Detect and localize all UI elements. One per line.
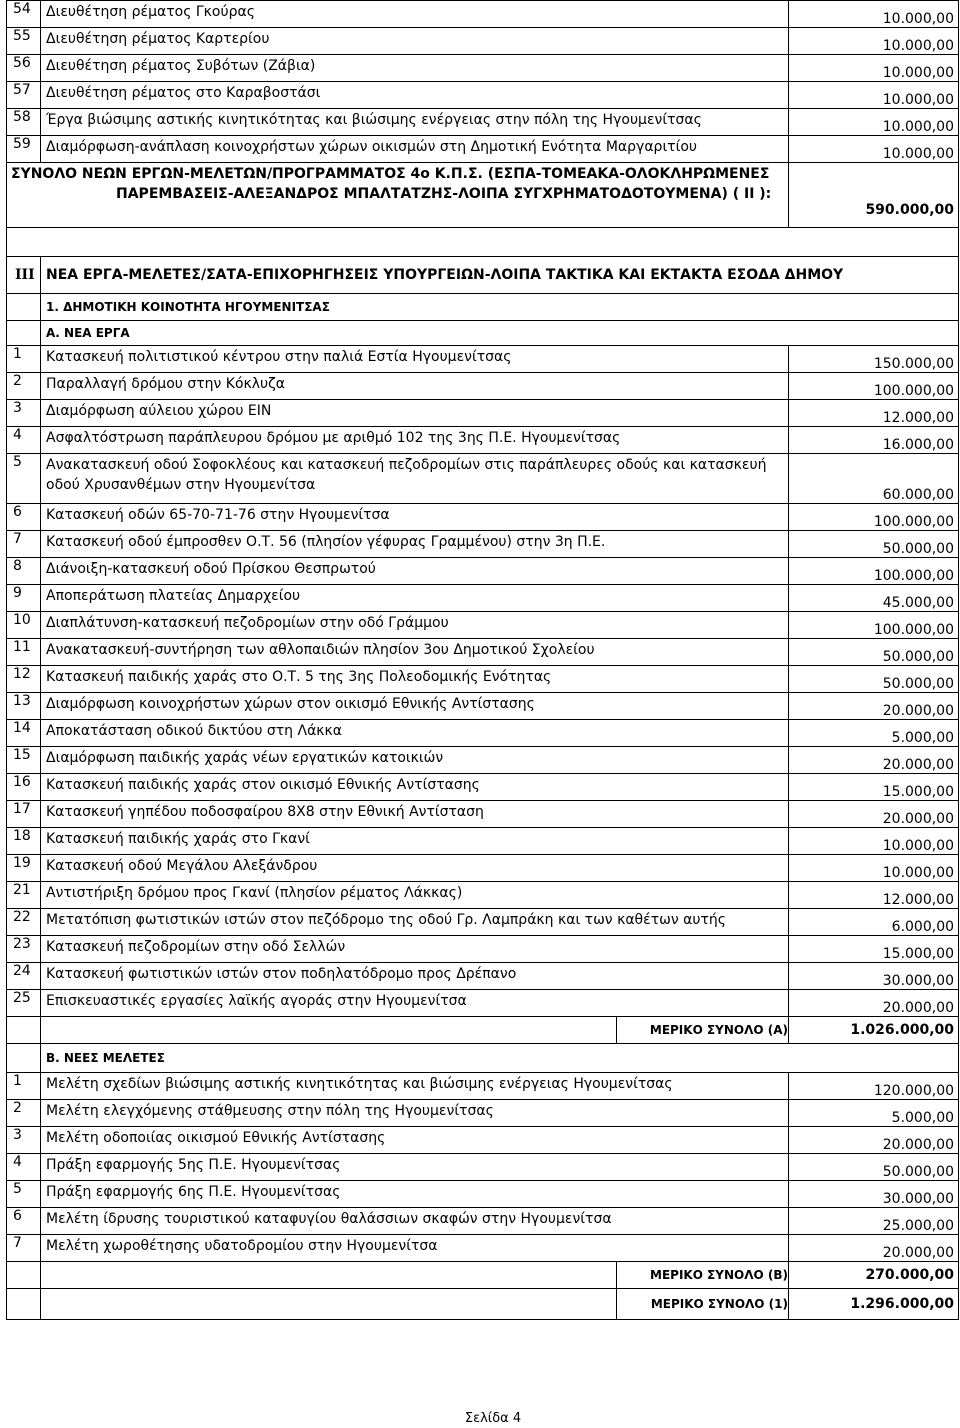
row-amount: 15.000,00 [789,936,959,963]
section-iii-header [7,257,959,294]
row-number: 2 [7,1100,41,1127]
row-number: 21 [7,882,41,909]
row-description: Κατασκευή παιδικής χαράς στο Γκανί [41,828,789,855]
table-row [7,55,959,82]
row-description: Κατασκευή γηπέδου ποδοσφαίρου 8Χ8 στην Εθνική Αντίσταση [41,801,789,828]
row-number: 1 [7,1073,41,1100]
row-amount: 20.000,00 [789,693,959,720]
row-number: 7 [7,531,41,558]
table-row [7,585,959,612]
row-number: 3 [7,1127,41,1154]
subtotal-a-label: ΜΕΡΙΚΟ ΣΥΝΟΛΟ (Α) [617,1017,789,1044]
row-description: Κατασκευή οδού Μεγάλου Αλεξάνδρου [41,855,789,882]
row-amount: 50.000,00 [789,639,959,666]
row-number: 13 [7,693,41,720]
group-a-title: Α. ΝΕΑ ΕΡΓΑ [41,321,959,346]
section-number: ΙΙΙ [7,257,41,294]
table-row [7,1181,959,1208]
row-description: Κατασκευή οδού έμπροσθεν Ο.Τ. 56 (πλησίον γέφυρας Γραμμένου) στην 3η Π.Ε. [41,531,789,558]
row-number: 5 [7,1181,41,1208]
row-description: Μελέτη σχεδίων βιώσιμης αστικής κινητικότητας και βιώσιμης ενέργειας Ηγουμενίτσας [41,1073,789,1100]
table-row [7,1100,959,1127]
row-amount: 20.000,00 [789,747,959,774]
table-row [7,774,959,801]
row-description: Έργα βιώσιμης αστικής κινητικότητας και βιώσιμης ενέργειας στην πόλη της Ηγουμενίτσας [41,109,789,136]
row-description: Διευθέτηση ρέματος Συβότων (Ζάβια) [41,55,789,82]
table-row [7,28,959,55]
row-description: Διευθέτηση ρέματος Καρτερίου [41,28,789,55]
subtotal-a-amount: 1.026.000,00 [789,1017,959,1044]
row-number: 59 [7,136,41,163]
row-amount: 5.000,00 [789,1100,959,1127]
row-amount: 6.000,00 [789,909,959,936]
row-amount: 12.000,00 [789,400,959,427]
row-description: Αποπεράτωση πλατείας Δημαρχείου [41,585,789,612]
row-description: Πράξη εφαρμογής 6ης Π.Ε. Ηγουμενίτσας [41,1181,789,1208]
table-row [7,82,959,109]
subtotal-1-row [7,1289,959,1320]
table-row [7,400,959,427]
row-description: Κατασκευή παιδικής χαράς στον οικισμό Εθνικής Αντίστασης [41,774,789,801]
subsection-title: 1. ΔΗΜΟΤΙΚΗ ΚΟΙΝΟΤΗΤΑ ΗΓΟΥΜΕΝΙΤΣΑΣ [41,294,959,321]
row-number: 15 [7,747,41,774]
table-row [7,109,959,136]
table-row [7,1,959,28]
page-footer [0,1411,960,1426]
table-row [7,454,959,504]
table-row [7,936,959,963]
row-amount: 25.000,00 [789,1208,959,1235]
row-number: 10 [7,612,41,639]
table-row [7,373,959,400]
group-b-row [7,1044,959,1073]
row-description: Ανακατασκευή οδού Σοφοκλέους και κατασκευή πεζοδρομίων στις παράπλευρες οδούς και κατασκευή οδού Χρυσανθέμων στην Ηγουμενίτσα [41,454,789,504]
row-description: Κατασκευή οδών 65-70-71-76 στην Ηγουμενίτσα [41,504,789,531]
row-amount: 5.000,00 [789,720,959,747]
row-number: 24 [7,963,41,990]
table-row [7,855,959,882]
row-number: 25 [7,990,41,1017]
table-row [7,1073,959,1100]
table-row [7,720,959,747]
row-amount: 100.000,00 [789,558,959,585]
row-number: 8 [7,558,41,585]
row-amount: 10.000,00 [789,1,959,28]
table-row [7,531,959,558]
row-amount: 50.000,00 [789,531,959,558]
row-amount: 15.000,00 [789,774,959,801]
total-ii-row [7,163,959,228]
row-number: 14 [7,720,41,747]
row-number: 9 [7,585,41,612]
row-description: Μελέτη χωροθέτησης υδατοδρομίου στην Ηγουμενίτσα [41,1235,789,1262]
row-number: 6 [7,1208,41,1235]
row-number: 56 [7,55,41,82]
row-number: 19 [7,855,41,882]
row-description: Διαμόρφωση παιδικής χαράς νέων εργατικών κατοικιών [41,747,789,774]
row-description: Επισκευαστικές εργασίες λαϊκής αγοράς στην Ηγουμενίτσα [41,990,789,1017]
row-number: 22 [7,909,41,936]
group-b-title: Β. ΝΕΕΣ ΜΕΛΕΤΕΣ [41,1044,959,1073]
row-description: Ασφαλτόστρωση παράπλευρου δρόμου με αριθμό 102 της 3ης Π.Ε. Ηγουμενίτσας [41,427,789,454]
row-amount: 100.000,00 [789,373,959,400]
row-number: 11 [7,639,41,666]
row-number: 4 [7,427,41,454]
row-number: 12 [7,666,41,693]
row-description: Διαμόρφωση-ανάπλαση κοινοχρήστων χώρων οικισμών στη Δημοτική Ενότητα Μαργαριτίου [41,136,789,163]
table-row [7,882,959,909]
row-number: 7 [7,1235,41,1262]
row-number: 58 [7,109,41,136]
subsection-row [7,294,959,321]
row-amount: 150.000,00 [789,346,959,373]
row-amount: 10.000,00 [789,109,959,136]
row-description: Πράξη εφαρμογής 5ης Π.Ε. Ηγουμενίτσας [41,1154,789,1181]
table-row [7,990,959,1017]
total-ii-line2: ΠΑΡΕΜΒΑΣΕΙΣ-ΑΛΕΞΑΝΔΡΟΣ ΜΠΑΛΤΑΤΖΗΣ-ΛΟΙΠΑ ΣΥΓΧΡΗΜΑΤΟΔΟΤΟΥΜΕΝΑ) ( ΙΙ ): [116,186,772,202]
row-number: 2 [7,373,41,400]
row-description: Μελέτη ελεγχόμενης στάθμευσης στην πόλη της Ηγουμενίτσας [41,1100,789,1127]
row-amount: 20.000,00 [789,1235,959,1262]
table-row [7,963,959,990]
table-row [7,1235,959,1262]
row-amount: 20.000,00 [789,990,959,1017]
row-description: Παραλλαγή δρόμου στην Κόκλυζα [41,373,789,400]
subtotal-a-row [7,1017,959,1044]
table-row [7,427,959,454]
row-description: Κατασκευή πεζοδρομίων στην οδό Σελλών [41,936,789,963]
row-amount: 10.000,00 [789,82,959,109]
table-row [7,909,959,936]
row-number: 55 [7,28,41,55]
row-number: 5 [7,454,41,504]
subtotal-b-amount: 270.000,00 [789,1262,959,1289]
row-amount: 30.000,00 [789,1181,959,1208]
subtotal-1-label: ΜΕΡΙΚΟ ΣΥΝΟΛΟ (1) [617,1289,789,1320]
row-description: Διευθέτηση ρέματος Γκούρας [41,1,789,28]
spacer-row [7,228,959,257]
row-description: Διαμόρφωση κοινοχρήστων χώρων στον οικισμό Εθνικής Αντίστασης [41,693,789,720]
row-description: Μελέτη οδοποιίας οικισμού Εθνικής Αντίστασης [41,1127,789,1154]
subtotal-b-row [7,1262,959,1289]
row-number: 18 [7,828,41,855]
row-amount: 16.000,00 [789,427,959,454]
subtotal-1-amount: 1.296.000,00 [789,1289,959,1320]
table-row [7,1154,959,1181]
row-number: 16 [7,774,41,801]
row-amount: 12.000,00 [789,882,959,909]
row-amount: 100.000,00 [789,504,959,531]
row-amount: 20.000,00 [789,801,959,828]
row-amount: 45.000,00 [789,585,959,612]
row-description: Κατασκευή φωτιστικών ιστών στον ποδηλατόδρομο προς Δρέπανο [41,963,789,990]
table-row [7,346,959,373]
row-description: Ανακατασκευή-συντήρηση των αθλοπαιδιών πλησίον 3ου Δημοτικού Σχολείου [41,639,789,666]
row-number: 54 [7,1,41,28]
row-amount: 10.000,00 [789,855,959,882]
table-row [7,612,959,639]
table-row [7,504,959,531]
row-description: Κατασκευή παιδικής χαράς στο Ο.Τ. 5 της 3ης Πολεοδομικής Ενότητας [41,666,789,693]
table-row [7,828,959,855]
group-a-row [7,321,959,346]
row-description: Αντιστήριξη δρόμου προς Γκανί (πλησίον ρέματος Λάκκας) [41,882,789,909]
table-row [7,1208,959,1235]
row-description: Διαπλάτυνση-κατασκευή πεζοδρομίων στην οδό Γράμμου [41,612,789,639]
budget-table [6,0,959,1320]
row-number: 6 [7,504,41,531]
row-amount: 120.000,00 [789,1073,959,1100]
row-description: Διαμόρφωση αύλειου χώρου ΕΙΝ [41,400,789,427]
row-description: Κατασκευή πολιτιστικού κέντρου στην παλιά Εστία Ηγουμενίτσας [41,346,789,373]
page-number: Σελίδα 4 [464,1411,522,1426]
table-row [7,801,959,828]
table-row [7,693,959,720]
row-amount: 10.000,00 [789,28,959,55]
row-number: 57 [7,82,41,109]
row-amount: 10.000,00 [789,136,959,163]
row-amount: 10.000,00 [789,828,959,855]
row-amount: 50.000,00 [789,1154,959,1181]
row-description: Διάνοιξη-κατασκευή οδού Πρίσκου Θεσπρωτού [41,558,789,585]
row-amount: 100.000,00 [789,612,959,639]
row-amount: 60.000,00 [789,454,959,504]
table-row [7,639,959,666]
row-number: 1 [7,346,41,373]
total-ii-line1: ΣΥΝΟΛΟ ΝΕΩΝ ΕΡΓΩΝ-ΜΕΛΕΤΩΝ/ΠΡΟΓΡΑΜΜΑΤΟΣ 4ο Κ.Π.Σ. (ΕΣΠΑ-ΤΟΜΕΑΚΑ-ΟΛΟΚΛΗΡΩΜΕΝΕΣ [11,166,770,182]
table-row [7,558,959,585]
row-amount: 50.000,00 [789,666,959,693]
row-description: Μελέτη ίδρυσης τουριστικού καταφυγίου θαλάσσιων σκαφών στην Ηγουμενίτσα [41,1208,789,1235]
row-description: Διευθέτηση ρέματος στο Καραβοστάσι [41,82,789,109]
row-number: 23 [7,936,41,963]
row-number: 4 [7,1154,41,1181]
table-row [7,1127,959,1154]
total-ii-amount: 590.000,00 [789,163,959,228]
table-row [7,136,959,163]
row-description: Αποκατάσταση οδικού δικτύου στη Λάκκα [41,720,789,747]
row-number: 17 [7,801,41,828]
table-row [7,747,959,774]
row-amount: 10.000,00 [789,55,959,82]
total-ii-label [7,163,789,228]
row-amount: 20.000,00 [789,1127,959,1154]
table-row [7,666,959,693]
row-number: 3 [7,400,41,427]
row-description: Μετατόπιση φωτιστικών ιστών στον πεζόδρομο της οδού Γρ. Λαμπράκη και των καθέτων αυτής [41,909,789,936]
section-title: ΝΕΑ ΕΡΓΑ-ΜΕΛΕΤΕΣ/ΣΑΤΑ-ΕΠΙΧΟΡΗΓΗΣΕΙΣ ΥΠΟΥΡΓΕΙΩΝ-ΛΟΙΠΑ ΤΑΚΤΙΚΑ ΚΑΙ ΕΚΤΑΚΤΑ ΕΣΟΔΑ ΔΗΜΟΥ [41,257,959,294]
row-amount: 30.000,00 [789,963,959,990]
subtotal-b-label: ΜΕΡΙΚΟ ΣΥΝΟΛΟ (Β) [617,1262,789,1289]
